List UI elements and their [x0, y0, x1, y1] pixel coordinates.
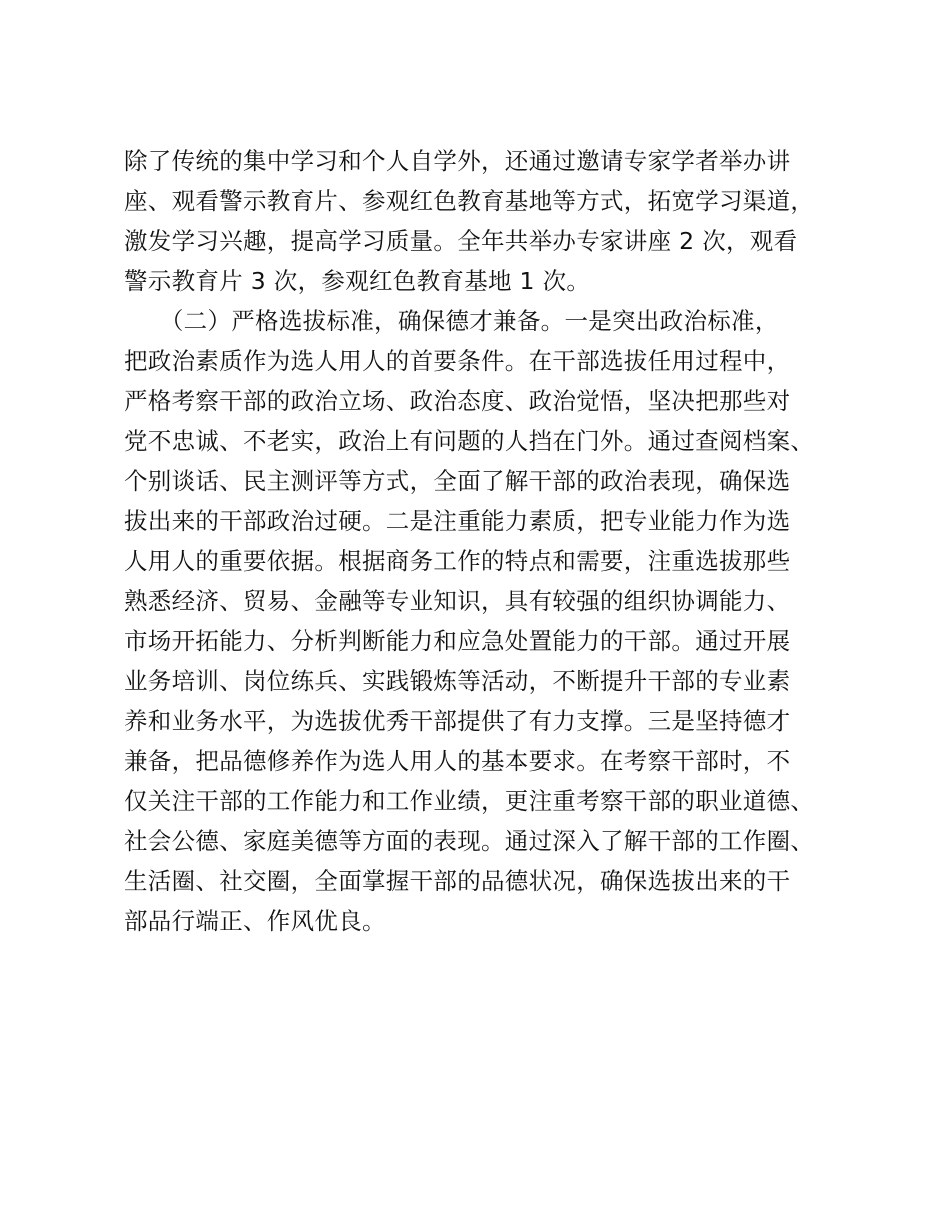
text-line: 社会公德、家庭美德等方面的表现。通过深入了解干部的工作圈、: [124, 827, 815, 855]
body-text: [124, 141, 864, 941]
text-line: 仅关注干部的工作能力和工作业绩，更注重考察干部的职业道德、: [124, 787, 815, 815]
text-line: 部品行端正、作风优良。: [124, 907, 386, 935]
text-line: 座、观看警示教育片、参观红色教育基地等方式，拓宽学习渠道，: [124, 187, 815, 215]
text-line: 把政治素质作为选人用人的首要条件。在干部选拔任用过程中，: [124, 347, 791, 375]
text-line: 拔出来的干部政治过硬。二是注重能力素质，把专业能力作为选: [124, 507, 791, 535]
text-line: 市场开拓能力、分析判断能力和应急处置能力的干部。通过开展: [124, 627, 791, 655]
text-line: 生活圈、社交圈，全面掌握干部的品德状况，确保选拔出来的干: [124, 867, 791, 895]
text-line: 除了传统的集中学习和个人自学外，还通过邀请专家学者举办讲: [124, 147, 791, 175]
text-line: 激发学习兴趣，提高学习质量。全年共举办专家讲座 2 次，观看: [124, 227, 798, 255]
text-line: 个别谈话、民主测评等方式，全面了解干部的政治表现，确保选: [124, 467, 791, 495]
text-line: 警示教育片 3 次，参观红色教育基地 1 次。: [124, 267, 591, 295]
text-line: 熟悉经济、贸易、金融等专业知识，具有较强的组织协调能力、: [124, 587, 791, 615]
text-line: 严格考察干部的政治立场、政治态度、政治觉悟，坚决把那些对: [124, 387, 791, 415]
text-line: 业务培训、岗位练兵、实践锻炼等活动，不断提升干部的专业素: [124, 667, 791, 695]
text-line: 兼备，把品德修养作为选人用人的基本要求。在考察干部时，不: [124, 747, 791, 775]
section-heading-line: （二）严格选拔标准，确保德才兼备。一是突出政治标准，: [124, 307, 779, 335]
text-line: 养和业务水平，为选拔优秀干部提供了有力支撑。三是坚持德才: [124, 707, 791, 735]
text-line: 党不忠诚、不老实，政治上有问题的人挡在门外。通过查阅档案、: [124, 427, 815, 455]
text-line: 人用人的重要依据。根据商务工作的特点和需要，注重选拔那些: [124, 547, 791, 575]
